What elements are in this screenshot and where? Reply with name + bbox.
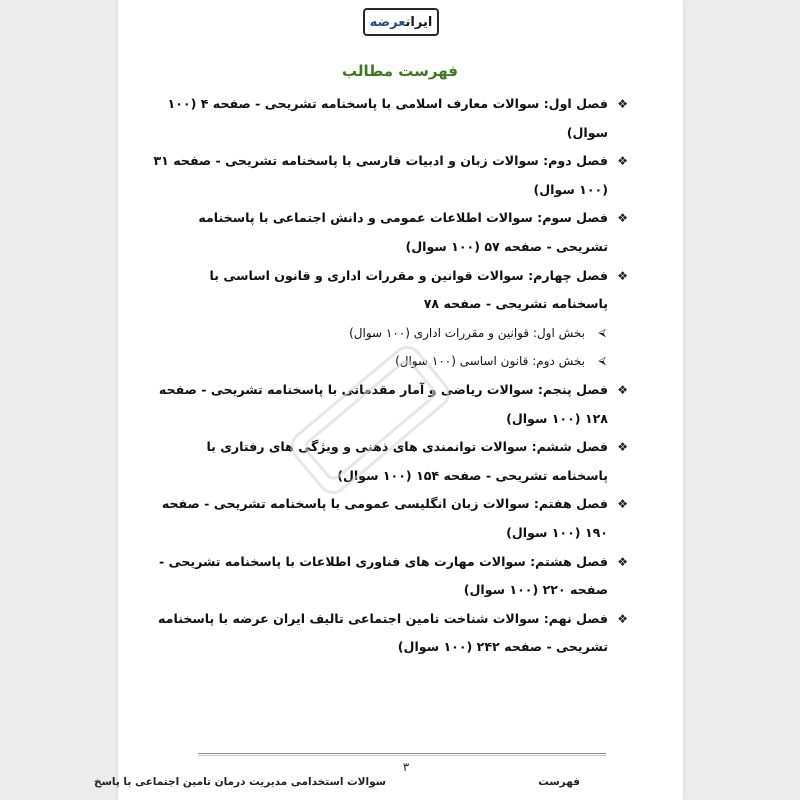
diamond-bullet-icon: ❖ [617,382,628,397]
arrow-bullet-icon: ⮘ [598,354,606,368]
diamond-bullet-icon: ❖ [617,554,628,569]
toc-item-text: فصل نهم: سوالات شناخت تامین اجتماعی تالیف ایران عرضه با پاسخنامه تشریحی - صفحه ۲۴۲ (۱۰۰ سوال) [158,610,608,655]
footer-section-title: فهرست [538,776,580,788]
brand-logo [363,8,439,36]
toc-title: فهرست مطالب [342,62,458,80]
toc-item-text: بخش اول: قوانین و مقررات اداری (۱۰۰ سوال) [349,325,585,340]
toc-item-text: فصل سوم: سوالات اطلاعات عمومی و دانش اجتماعی با پاسخنامه تشریحی - صفحه ۵۷ (۱۰۰ سوال) [198,210,608,254]
diamond-bullet-icon: ❖ [617,611,628,626]
logo-accent: عرضه [369,15,406,30]
toc-item [150,204,630,261]
toc-item [150,376,630,433]
footer-divider [198,753,606,754]
toc-item [150,548,630,605]
table-of-contents [150,90,630,662]
diamond-bullet-icon: ❖ [617,97,628,111]
diamond-bullet-icon: ❖ [617,211,628,226]
page-number: ۳ [402,760,410,774]
toc-item [150,490,630,547]
toc-item [150,262,630,319]
logo-text: ایران [405,15,433,30]
toc-item [150,605,630,662]
toc-item-text: بخش دوم: قانون اساسی (۱۰۰ سوال) [395,354,585,369]
toc-subitem [150,319,630,348]
arrow-bullet-icon: ⮘ [598,325,606,339]
toc-item-text: فصل هشتم: سوالات مهارت های فناوری اطلاعات با پاسخنامه تشریحی - صفحه ۲۲۰ (۱۰۰ سوال) [158,553,608,598]
diamond-bullet-icon: ❖ [617,268,628,283]
toc-item [150,90,630,147]
toc-item-text: فصل چهارم: سوالات قوانین و مقررات اداری و قانون اساسی با پاسخنامه تشریحی - صفحه ۷۸ [209,267,608,312]
toc-item-text: فصل ششم: سوالات توانمندی های ذهنی و ویژگی های رفتاری با پاسخنامه تشریحی - صفحه ۱۵۴ (۱۰۰ سوال) [206,439,608,483]
diamond-bullet-icon: ❖ [617,154,628,169]
toc-item-text: فصل دوم: سوالات زبان و ادبیات فارسی با پاسخنامه تشریحی - صفحه ۳۱ (۱۰۰ سوال) [153,153,608,197]
toc-item [150,147,630,204]
toc-item-text: فصل هفتم: سوالات زبان انگلیسی عمومی با پاسخنامه تشریحی - صفحه ۱۹۰ (۱۰۰ سوال) [161,496,608,540]
diamond-bullet-icon: ❖ [617,440,628,455]
toc-item-text: فصل اول: سوالات معارف اسلامی با پاسخنامه تشریحی - صفحه ۴ (۱۰۰ سوال) [167,96,608,140]
diamond-bullet-icon: ❖ [617,497,628,512]
toc-item [150,433,630,490]
toc-subitem [150,347,630,376]
toc-item-text: فصل پنجم: سوالات ریاضی و آمار مقدماتی با پاسخنامه تشریحی - صفحه ۱۲۸ (۱۰۰ سوال) [158,381,608,426]
footer-book-title: سوالات استخدامی مدیریت درمان تامین اجتماعی با پاسخ [94,776,386,788]
